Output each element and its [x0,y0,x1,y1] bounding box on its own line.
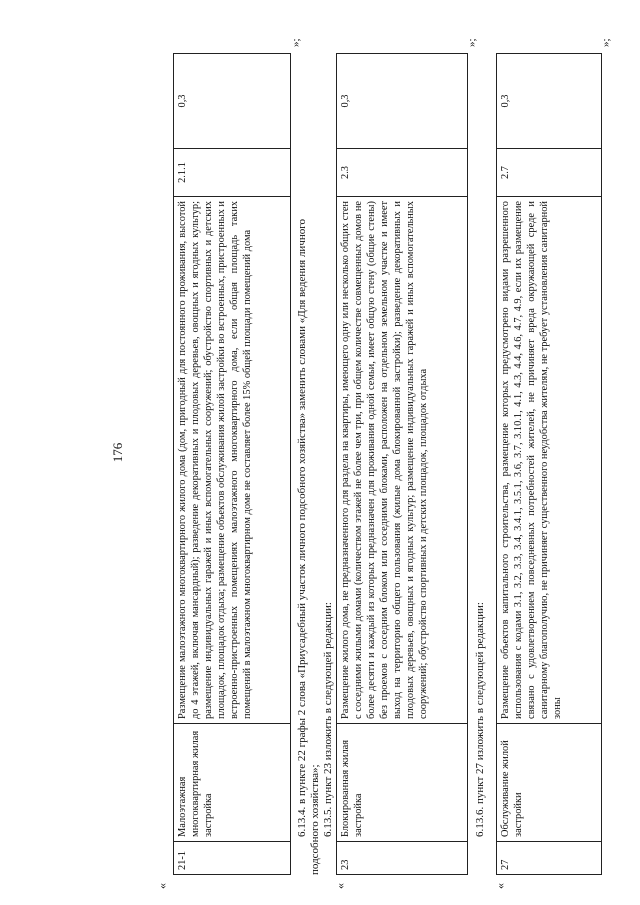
row-value: 0,3 [340,94,351,108]
paragraph-6-13-5: 6.13.5. пункт 23 изложить в следующей редакции: [322,602,334,837]
table-row [173,53,291,875]
row-code: 2.3 [337,148,467,196]
row-number: 23 [337,841,467,874]
row-name: Блокированная жилая застройка [337,723,467,841]
table-row [336,53,468,875]
paragraph-6-13-6: 6.13.6. пункт 27 изложить в следующей редакции: [474,602,486,837]
row-number: 27 [497,841,601,874]
paragraph-line: подсобного хозяйства»; [309,764,321,875]
row-number: 21-1 [174,841,290,874]
page-number: 176 [110,442,125,463]
close-quote: »; [290,38,302,47]
row-code: 2.1.1 [174,148,290,196]
open-quote: « [155,883,169,889]
row-description: Размещение объектов капитального строительства, размещение которых предусмотрено видами разрешенного использования с кодами 3.1, 3.2, 3.3, 3.4, 3.4.1, 3.5.1, 3.6, 3.7, 3.10.1, 4.1, 4.3, 4.4, 4.6, 4.7, 4.9, если их размещение связано с удовлетворением повседневных потребностей жителей, не причиняет вреда окружающей среде и санитарному благополучию, не причиняет существенного неудобства жителям, не требует установления санитарной зоны [497,196,601,723]
open-quote: « [333,883,347,889]
row-value: 0,3 [500,94,511,108]
row-description: Размещение жилого дома, не предназначенного для раздела на квартиры, имеющего одну или несколько общих стен с соседними жилыми домами (количеством этажей не более чем три, при общем количестве совмещенных домов не более десяти и каждый из которых предназначен для проживания одной семьи, имеет общую стену (общие стены) без проемов с соседним блоком или соседними блоками, расположен на отдельном земельном участке и имеет выход на территорию общего пользования (жилые дома блокированной застройки); разведение декоративных и плодовых деревьев, овощных и ягодных культур; размещение индивидуальных гаражей и иных вспомогательных сооружений; обустройство спортивных и детских площадок, площадок отдыха [337,196,467,723]
paragraph-line: 6.13.4. в пункте 22 графы 2 слова «Приусадебный участок личного подсобного хозяйства» заменить словами «Для ведения личного [296,219,308,837]
paragraph-6-13-6-wrap [474,45,487,875]
row-description: Размещение малоэтажного многоквартирного жилого дома (дом, пригодный для постоянного проживания, высотой до 4 этажей, включая мансардный); разведение декоративных и плодовых деревьев, овощных и ягодных культур; размещение индивидуальных гаражей и иных вспомогательных сооружений; обустройство спортивных и детских площадок, площадок отдыха; размещение объектов обслуживания жилой застройки во встроенных, пристроенных и встроенно-пристроенных помещениях малоэтажного многоквартирного дома, если общая площадь таких помещений в малоэтажном многоквартирном доме не составляет более 15% общей площади помещений дома [174,196,290,723]
close-quote: »; [600,38,612,47]
table-row [496,53,602,875]
paragraph-6-13-4 [296,45,335,875]
close-quote: »; [466,38,478,47]
row-name: Малоэтажная многоквартирная жилая застройка [174,723,290,841]
row-name: Обслуживание жилой застройки [497,723,601,841]
open-quote: « [493,883,507,889]
row-value: 0,3 [177,94,188,108]
row-code: 2.7 [497,148,601,196]
